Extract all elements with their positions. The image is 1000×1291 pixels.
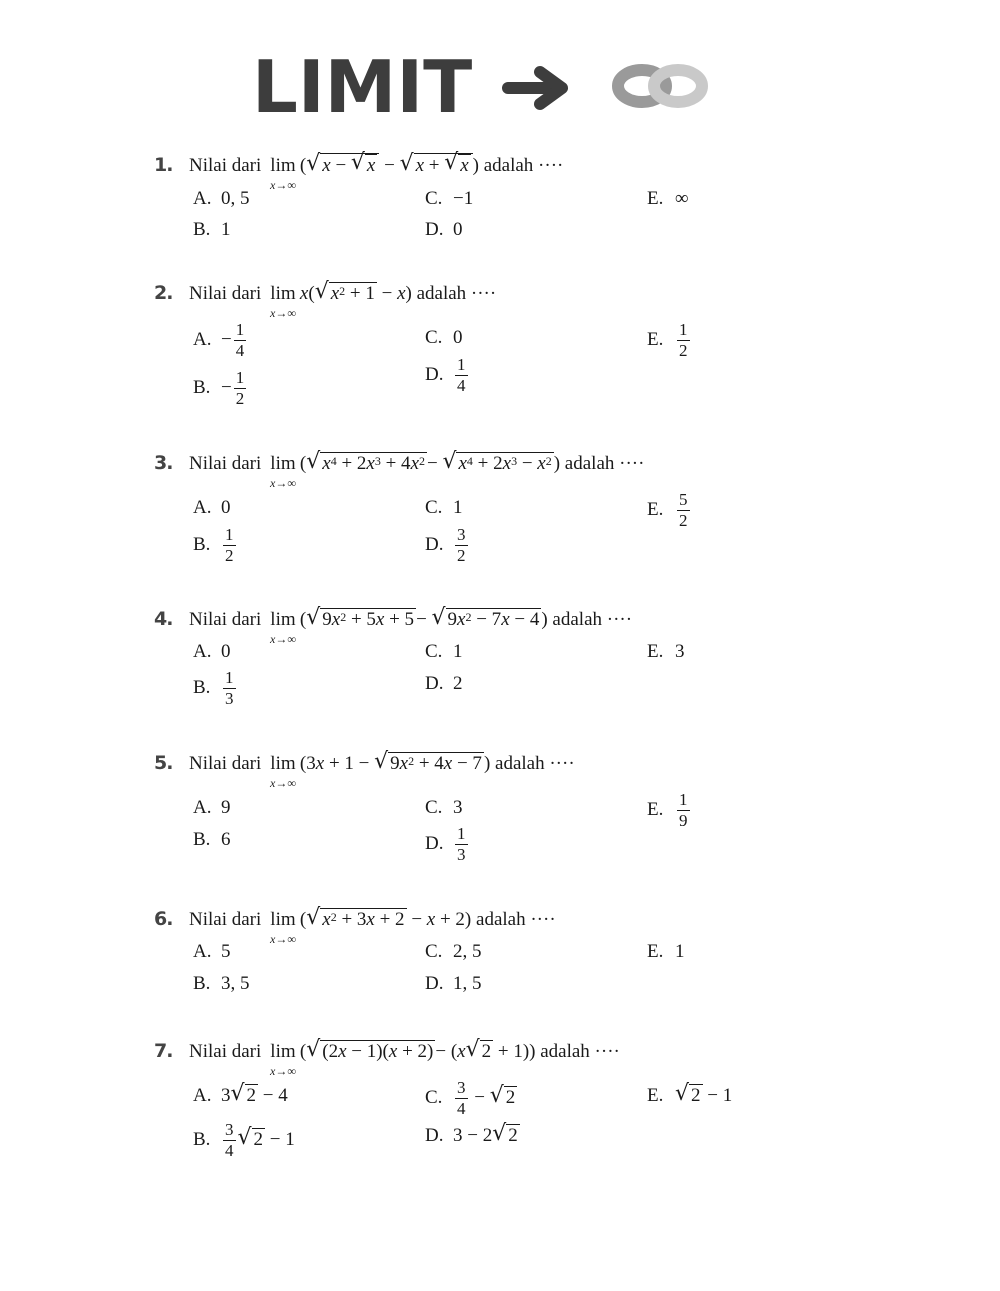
option-c[interactable]: C. 3 (425, 797, 463, 818)
option-d[interactable]: D. $\frac{1}{4}$ (425, 355, 466, 395)
question-text: Nilai dari lim x→∞ (√ $9x^2 + 5x + 5$ − √ $9x^2 - 7x - 4$ ) adalah ···· (189, 606, 632, 644)
option-d[interactable]: D. 3 − 2√ 2 (425, 1124, 520, 1148)
question-text: Nilai dari lim x→∞ (√ $x^4 + 2x^3 + 4x^2$ − √ $x^4 + 2x^3 - x^2$ ) adalah ···· (189, 450, 644, 488)
option-a[interactable]: A. 3√ 2 − 4 (193, 1084, 288, 1108)
option-e[interactable]: E. 1 (647, 941, 685, 962)
option-e[interactable]: E. ∞ (647, 188, 689, 209)
option-a[interactable]: A. 0 (193, 641, 231, 662)
option-e[interactable]: E.√ 2 − 1 (647, 1084, 732, 1108)
question-text: Nilai dari lim x→∞ (3x + 1 − √ $9x^2 + 4x - 7$ ) adalah ···· (189, 750, 575, 788)
option-c[interactable]: C. −1 (425, 188, 474, 209)
option-b[interactable]: B. $\frac{3}{4}$ √ 2 − 1 (193, 1120, 295, 1161)
option-d[interactable]: D. 1, 5 (425, 973, 482, 994)
option-e[interactable]: E. $\frac{5}{2}$ (647, 490, 688, 530)
option-a[interactable]: A. 9 (193, 797, 231, 818)
option-c[interactable]: C. $\frac{3}{4}$ − √ 2 (425, 1078, 517, 1119)
question-number: 6. (154, 908, 173, 930)
option-b[interactable]: B. − $\frac{1}{2}$ (193, 368, 245, 408)
right-arrow-icon (508, 72, 562, 104)
question-text: Nilai dari lim x→∞ x(√ $x^2 + 1 - x$) adalah ···· (189, 280, 496, 318)
option-e[interactable]: E. 3 (647, 641, 685, 662)
infinity-icon (618, 70, 702, 102)
question-number: 3. (154, 452, 173, 474)
question-text: Nilai dari lim x→∞ (√ (2x − 1)(x + 2) − (x√ 2 + 1)) adalah ···· (189, 1038, 620, 1076)
option-c[interactable]: C. 2, 5 (425, 941, 482, 962)
question-number: 4. (154, 608, 173, 630)
question-number: 5. (154, 752, 173, 774)
question-number: 2. (154, 282, 173, 304)
option-a[interactable]: A. 0, 5 (193, 188, 250, 209)
option-e[interactable]: E. $\frac{1}{2}$ (647, 320, 688, 360)
option-d[interactable]: D. 2 (425, 673, 463, 694)
option-c[interactable]: C. 1 (425, 497, 463, 518)
option-b[interactable]: B. 1 (193, 219, 231, 240)
option-a[interactable]: A. 0 (193, 497, 231, 518)
question-text: Nilai dari lim x→∞ (√ x − √ x − √ x + √ x ) adalah ···· (189, 152, 563, 190)
option-b[interactable]: B. 6 (193, 829, 231, 850)
question-number: 7. (154, 1040, 173, 1062)
option-d[interactable]: D. 0 (425, 219, 463, 240)
title-graphic (250, 40, 720, 135)
option-b[interactable]: B. 3, 5 (193, 973, 250, 994)
option-a[interactable]: A. − $\frac{1}{4}$ (193, 320, 245, 360)
option-a[interactable]: A. 5 (193, 941, 231, 962)
option-b[interactable]: B. $\frac{1}{3}$ (193, 668, 234, 708)
question-text: Nilai dari lim x→∞ (√ $x^2 + 3x + 2 - x + 2$) adalah ···· (189, 906, 556, 944)
option-d[interactable]: D. $\frac{3}{2}$ (425, 525, 466, 565)
option-c[interactable]: C. 0 (425, 327, 463, 348)
option-c[interactable]: C. 1 (425, 641, 463, 662)
option-e[interactable]: E. $\frac{1}{9}$ (647, 790, 688, 830)
option-b[interactable]: B. $\frac{1}{2}$ (193, 525, 234, 565)
page-title: LIMIT (252, 45, 473, 129)
question-number: 1. (154, 154, 173, 176)
page-header (0, 40, 1000, 140)
option-d[interactable]: D. $\frac{1}{3}$ (425, 824, 466, 864)
